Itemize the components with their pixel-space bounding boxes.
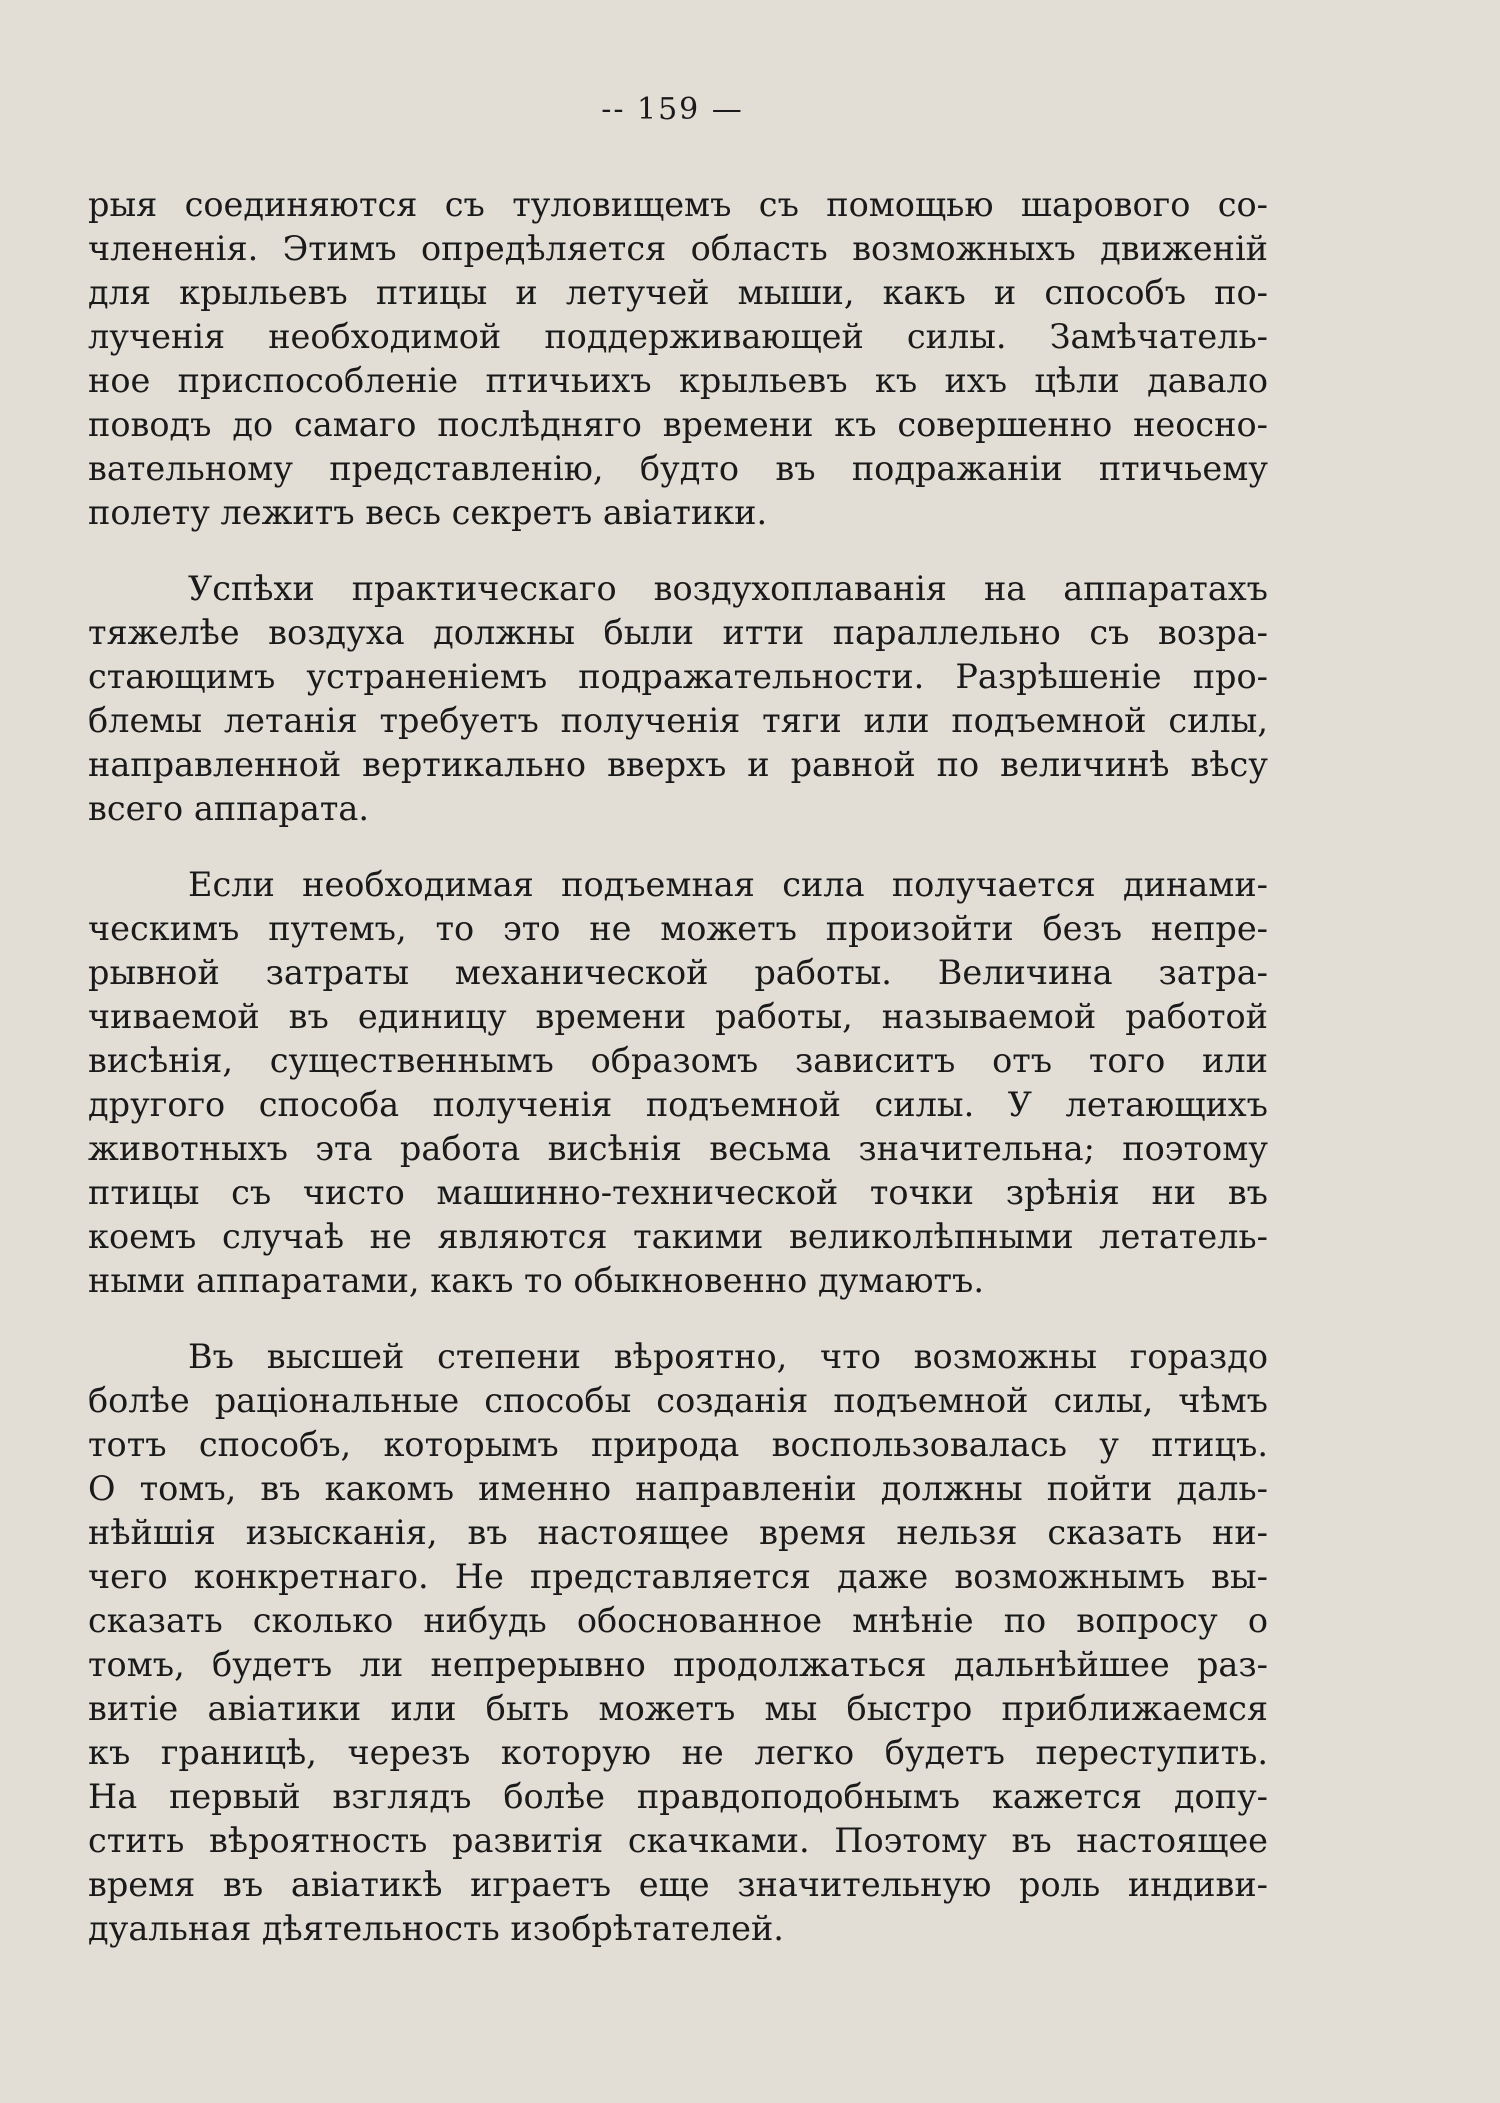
page-number: -- 159 —: [601, 92, 744, 127]
text-line: О томъ, въ какомъ именно направленіи должны пойти даль-: [88, 1469, 1268, 1508]
text-line: коемъ случаѣ не являются такими великолѣпными летатель-: [88, 1217, 1268, 1256]
text-line: висѣнія, существеннымъ образомъ зависитъ отъ того или: [88, 1041, 1268, 1080]
text-line: для крыльевъ птицы и летучей мыши, какъ и способъ по-: [88, 273, 1268, 312]
text-line: Въ высшей степени вѣроятно, что возможны гораздо: [188, 1337, 1268, 1376]
text-line: полету лежитъ весь секретъ авіатики.: [88, 493, 768, 532]
paragraph: [88, 183, 1268, 535]
text-line: болѣе раціональные способы созданія подъемной силы, чѣмъ: [88, 1381, 1268, 1420]
text-line: стающимъ устраненіемъ подражательности. Разрѣшеніе про-: [88, 657, 1268, 696]
body-text: [88, 183, 1268, 1951]
text-line: витіе авіатики или быть можетъ мы быстро приближаемся: [88, 1689, 1268, 1728]
text-line: Если необходимая подъемная сила получается динами-: [188, 865, 1268, 904]
text-line: ными аппаратами, какъ то обыкновенно думаютъ.: [88, 1261, 985, 1300]
text-line: дуальная дѣятельность изобрѣтателей.: [88, 1909, 784, 1948]
text-line: другого способа полученія подъемной силы. У летающихъ: [88, 1085, 1268, 1124]
text-line: рывной затраты механической работы. Величина затра-: [88, 953, 1268, 992]
paragraph: [88, 567, 1268, 831]
text-line: нѣйшія изысканія, въ настоящее время нельзя сказать ни-: [88, 1513, 1268, 1552]
text-line: тотъ способъ, которымъ природа воспользовалась у птицъ.: [88, 1425, 1268, 1464]
text-line: вательному представленію, будто въ подражаніи птичьему: [88, 449, 1268, 488]
text-line: томъ, будетъ ли непрерывно продолжаться дальнѣйшее раз-: [88, 1645, 1268, 1684]
text-line: ное приспособленіе птичьихъ крыльевъ къ ихъ цѣли давало: [88, 361, 1268, 400]
text-line: чиваемой въ единицу времени работы, называемой работой: [88, 997, 1268, 1036]
text-line: лученія необходимой поддерживающей силы. Замѣчатель-: [88, 317, 1268, 356]
text-line: Успѣхи практическаго воздухоплаванія на аппаратахъ: [188, 569, 1268, 608]
text-line: направленной вертикально вверхъ и равной по величинѣ вѣсу: [88, 745, 1268, 784]
text-line: члененія. Этимъ опредѣляется область возможныхъ движеній: [88, 229, 1268, 268]
text-line: чего конкретнаго. Не представляется даже возможнымъ вы-: [88, 1557, 1268, 1596]
paragraph: [88, 863, 1268, 1303]
text-line: стить вѣроятность развитія скачками. Поэтому въ настоящее: [88, 1821, 1268, 1860]
paragraph: [88, 1335, 1268, 1951]
text-line: птицы съ чисто машинно-технической точки зрѣнія ни въ: [88, 1173, 1268, 1212]
text-line: ческимъ путемъ, то это не можетъ произойти безъ непре-: [88, 909, 1268, 948]
text-line: тяжелѣе воздуха должны были итти параллельно съ возра-: [88, 613, 1268, 652]
text-line: На первый взглядъ болѣе правдоподобнымъ кажется допу-: [88, 1777, 1268, 1816]
text-line: къ границѣ, черезъ которую не легко будетъ переступить.: [88, 1733, 1268, 1772]
text-line: сказать сколько нибудь обоснованное мнѣніе по вопросу о: [88, 1601, 1268, 1640]
text-line: поводъ до самаго послѣдняго времени къ совершенно неосно-: [88, 405, 1268, 444]
text-line: животныхъ эта работа висѣнія весьма значительна; поэтому: [88, 1129, 1268, 1168]
text-line: блемы летанія требуетъ полученія тяги или подъемной силы,: [88, 701, 1268, 740]
text-line: всего аппарата.: [88, 789, 369, 828]
text-line: рыя соединяются съ туловищемъ съ помощью шарового со-: [88, 185, 1268, 224]
text-line: время въ авіатикѣ играетъ еще значительную роль индиви-: [88, 1865, 1268, 1904]
